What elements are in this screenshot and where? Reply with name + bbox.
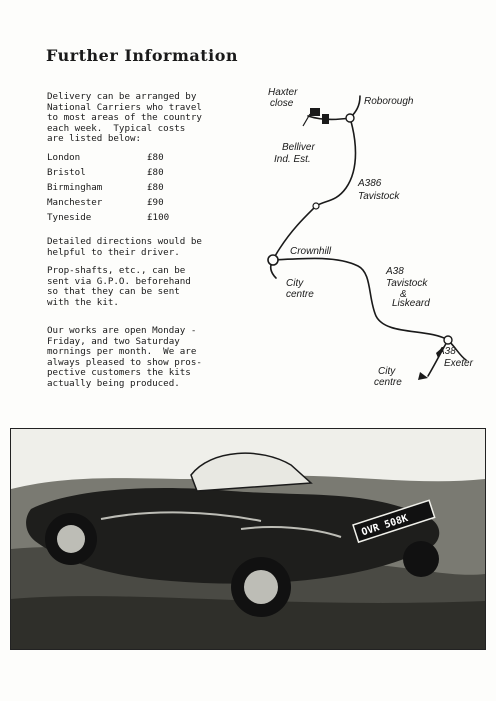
map-label-a38: A38 <box>386 266 404 277</box>
map-label-city-centre-2: City <box>378 366 396 377</box>
cost-price: £90 <box>147 197 164 208</box>
location-map <box>248 78 484 398</box>
directions-paragraph: Detailed directions would be helpful to their driver. <box>47 236 202 258</box>
kit-car-image <box>11 429 485 649</box>
map-roundabout-crownhill <box>268 255 278 265</box>
map-works-location-icon <box>303 108 329 126</box>
map-label-a38-exeter: A38 <box>438 346 456 357</box>
number-plate-text: OVR 508K <box>360 513 410 539</box>
map-label-a386: A386 <box>358 178 382 189</box>
map-label-a38-dest-2: & <box>400 289 407 300</box>
map-label-roborough: Roborough <box>364 96 414 107</box>
map-label-haxter-close: Haxter <box>268 87 298 98</box>
map-label-city-centre-2b: centre <box>374 377 402 388</box>
map-label-belliver: Belliver <box>282 142 315 153</box>
map-label-a38-dest-3: Liskeard <box>392 298 430 309</box>
cost-price: £100 <box>147 212 170 223</box>
propshaft-paragraph: Prop-shafts, etc., can be sent via G.P.O. beforehand so that they can be sent with the kit. <box>47 265 191 308</box>
cost-city: Manchester <box>47 197 103 208</box>
kit-car-photo <box>10 428 486 650</box>
cost-price: £80 <box>147 167 164 178</box>
cost-city: London <box>47 152 81 163</box>
cost-row <box>47 210 169 225</box>
map-label-city-centre-1b: centre <box>286 289 314 300</box>
delivery-paragraph: Delivery can be arranged by National Carriers who travel to most areas of the country each week. Typical costs are listed below: <box>47 91 202 145</box>
cost-city: Bristol <box>47 167 86 178</box>
map-label-belliver-2: Ind. Est. <box>274 154 311 165</box>
cost-price: £80 <box>147 152 164 163</box>
works-hours-paragraph: Our works are open Monday - Friday, and two Saturday mornings per month. We are always pleased to show pros- pective customers the kits actually being produced. <box>47 325 202 389</box>
cost-city: Tyneside <box>47 212 92 223</box>
map-label-a38-dest-1: Tavistock <box>386 278 428 289</box>
map-road-a386-north <box>316 118 356 206</box>
cost-row <box>47 150 169 165</box>
cost-price: £80 <box>147 182 164 193</box>
delivery-cost-list <box>47 150 169 225</box>
map-label-city-centre-1: City <box>286 278 304 289</box>
cost-city: Birmingham <box>47 182 103 193</box>
map-junction-belliver <box>313 203 319 209</box>
map-arrow-city-centre-icon <box>418 372 428 380</box>
cost-row <box>47 195 169 210</box>
cost-row <box>47 165 169 180</box>
map-label-haxter-close-2: close <box>270 98 294 109</box>
map-label-crownhill: Crownhill <box>290 246 332 257</box>
map-roundabout-a38 <box>444 336 452 344</box>
map-label-a386-dest: Tavistock <box>358 191 400 202</box>
page-title: Further Information <box>46 46 239 65</box>
map-label-exeter: Exeter <box>444 358 473 369</box>
map-roundabout-roborough <box>346 114 354 122</box>
cost-row <box>47 180 169 195</box>
